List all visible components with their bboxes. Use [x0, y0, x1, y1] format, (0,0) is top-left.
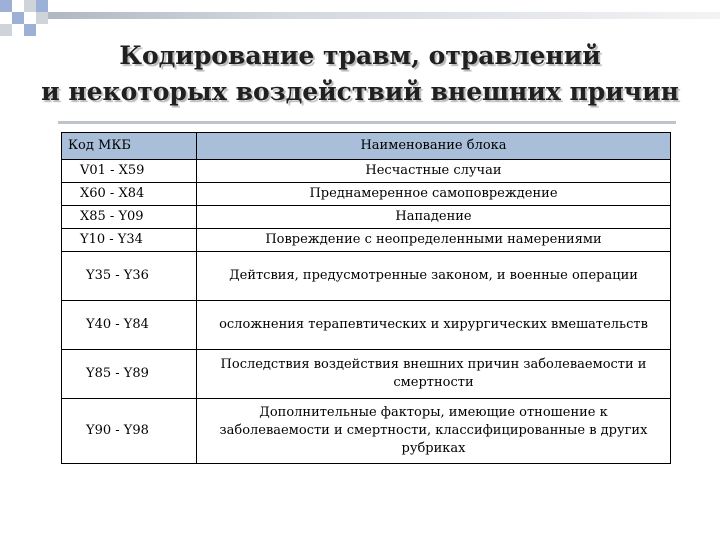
header-fade-bar: [40, 12, 720, 19]
table-row: [62, 301, 671, 350]
row-code: Y35 - Y36: [62, 252, 197, 301]
row-name: Дополнительные факторы, имеющие отношение к заболеваемости и смертности, классифицированные в других рубриках: [197, 399, 671, 464]
slide-title-line-1: Кодирование травм, отравлений: [119, 41, 601, 70]
header-name: Наименование блока: [197, 133, 671, 160]
title-divider: [58, 121, 676, 124]
row-name: Дейтсвия, предусмотренные законом, и военные операции: [197, 252, 671, 301]
row-name: осложнения терапевтических и хирургических вмешательств: [197, 301, 671, 350]
row-name: Повреждение с неопределенными намерениями: [197, 229, 671, 252]
row-code: V01 - X59: [62, 160, 197, 183]
decorative-header-pattern: [0, 0, 720, 40]
row-code: X60 - X84: [62, 183, 197, 206]
table-row: [62, 252, 671, 301]
table-row: [62, 183, 671, 206]
row-code: Y40 - Y84: [62, 301, 197, 350]
header-code: Код МКБ: [62, 133, 197, 160]
table-row: [62, 350, 671, 399]
table-row: [62, 399, 671, 464]
table-row: [62, 160, 671, 183]
icd-codes-table: [61, 132, 671, 464]
slide-title: [0, 38, 720, 110]
row-code: Y85 - Y89: [62, 350, 197, 399]
row-name: Последствия воздействия внешних причин заболеваемости и смертности: [197, 350, 671, 399]
row-code: Y90 - Y98: [62, 399, 197, 464]
slide-title-line-2: и некоторых воздействий внешних причин: [41, 77, 679, 106]
table-row: [62, 206, 671, 229]
row-code: Y10 - Y34: [62, 229, 197, 252]
row-name: Нападение: [197, 206, 671, 229]
row-code: X85 - Y09: [62, 206, 197, 229]
table-header-row: [62, 133, 671, 160]
row-name: Несчастные случаи: [197, 160, 671, 183]
row-name: Преднамеренное самоповреждение: [197, 183, 671, 206]
table-row: [62, 229, 671, 252]
